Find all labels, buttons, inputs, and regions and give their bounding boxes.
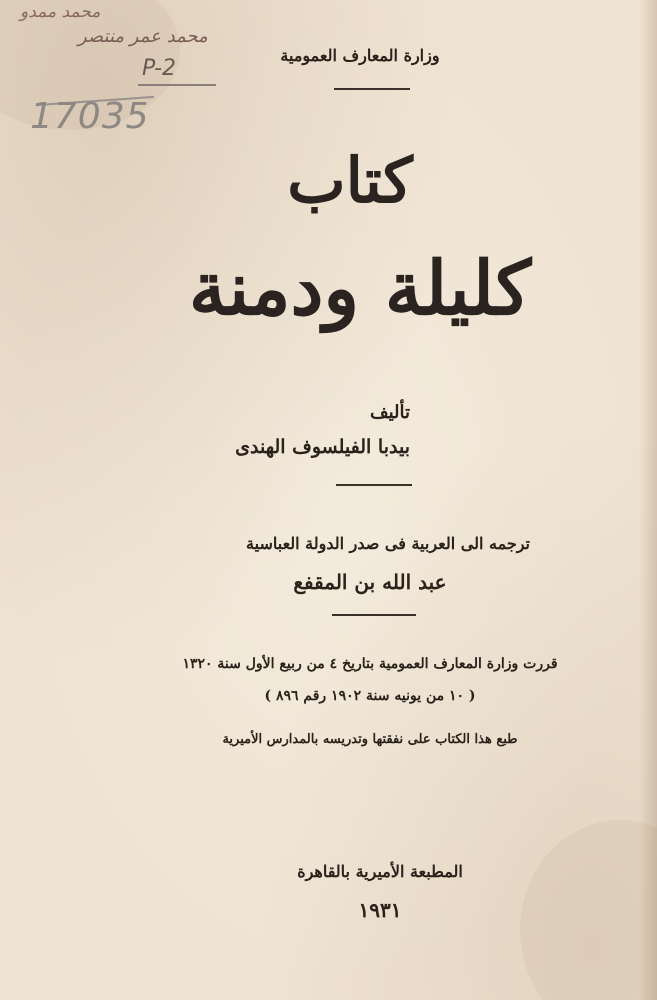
printing-note: طبع هذا الكتاب على نفقتها وتدريسه بالمدارس الأميرية (222, 732, 518, 747)
handwritten-top-note: محمد ممدو (20, 2, 101, 22)
author-name: بيدبا الفيلسوف الهندى (235, 436, 410, 458)
page-edge-shadow (639, 0, 657, 1000)
handwritten-accession-number: 17035 (30, 96, 150, 137)
translation-note: ترجمه الى العربية فى صدر الدولة العباسية (246, 534, 530, 553)
translator-name: عبد الله بن المقفع (293, 570, 447, 594)
handwritten-underline (138, 84, 216, 86)
divider-rule (334, 88, 410, 90)
approval-date: ( ١٠ من يونيه سنة ١٩٠٢ رقم ٨٩٦ ) (264, 688, 476, 704)
divider-rule (332, 614, 416, 616)
title-book-word: كتاب (287, 144, 413, 217)
divider-rule (336, 484, 412, 486)
handwritten-owner-name: محمد عمر منتصر (78, 26, 208, 47)
publication-year: ١٩٣١ (358, 898, 402, 922)
handwritten-shelf-code: P-2 (142, 56, 176, 81)
author-label: تأليف (369, 402, 410, 423)
paper-stain (520, 820, 657, 1000)
publisher-press: المطبعة الأميرية بالقاهرة (297, 862, 463, 881)
ministry-heading: وزارة المعارف العمومية (280, 46, 440, 65)
ministry-approval: قررت وزارة المعارف العمومية بتاريخ ٤ من ربيع الأول سنة ١٣٢٠ (182, 656, 558, 672)
book-title: كليلة ودمنة (188, 246, 532, 332)
